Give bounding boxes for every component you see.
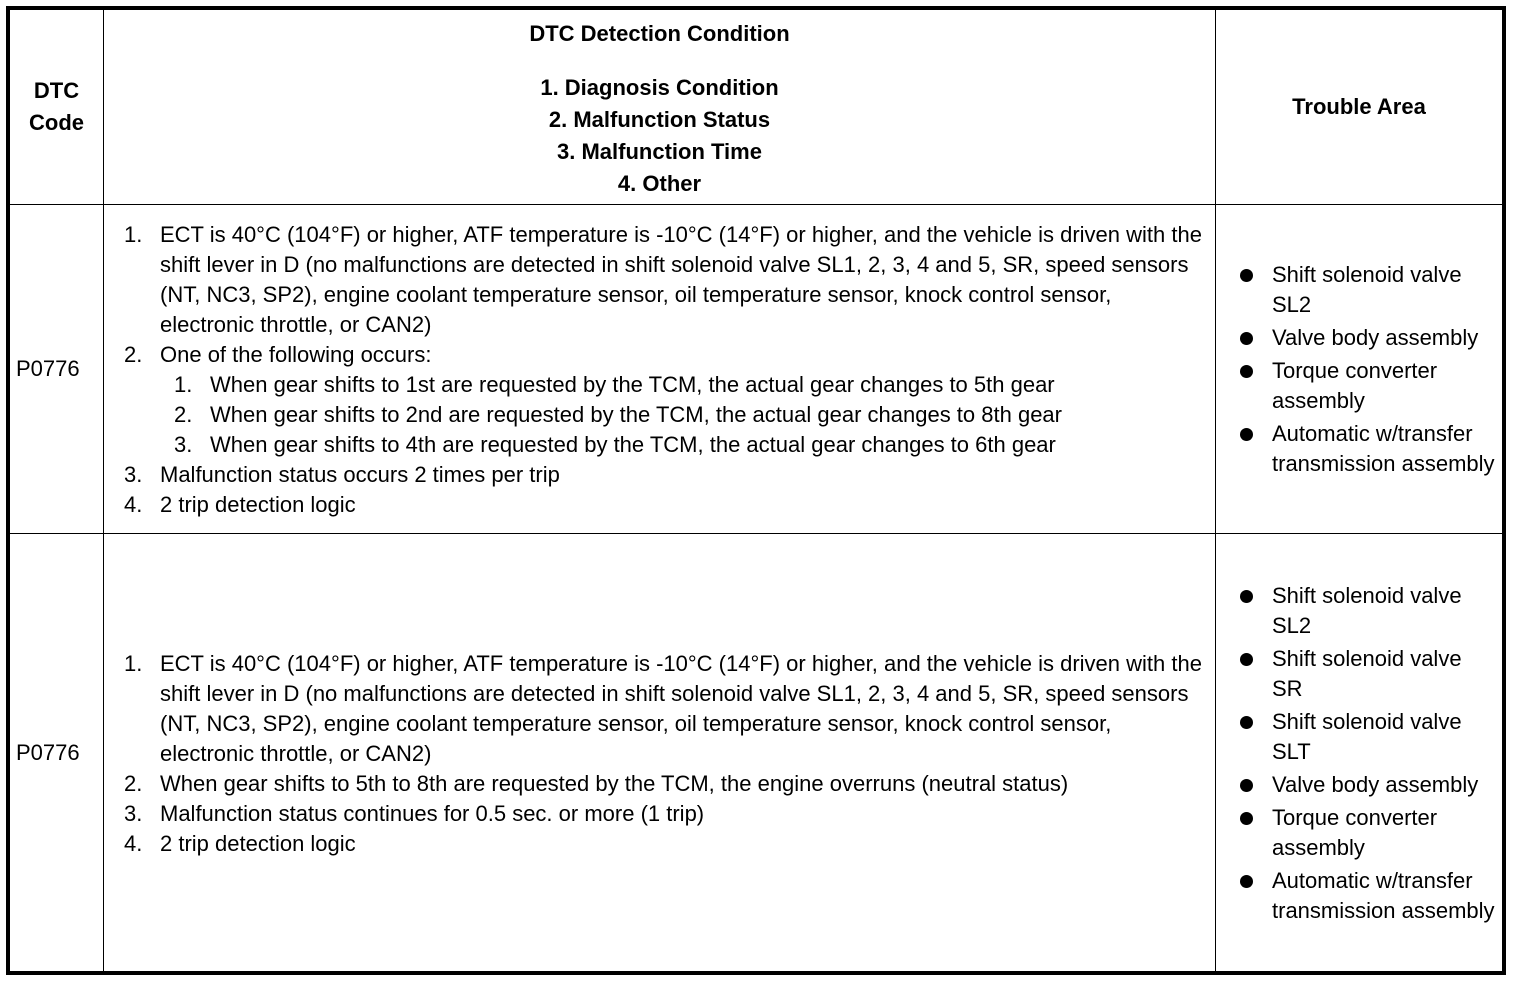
condition-item <box>124 769 1211 799</box>
trouble-area-text: Shift solenoid valve SR <box>1272 645 1462 701</box>
condition-item <box>124 340 1211 460</box>
condition-text: 2 trip detection logic <box>160 830 356 856</box>
sub-condition-number: 1. <box>174 372 193 397</box>
bullet-icon <box>1240 269 1253 282</box>
trouble-area-item <box>1238 581 1496 641</box>
trouble-area-item <box>1238 644 1496 704</box>
trouble-area-item <box>1238 707 1496 767</box>
trouble-area-item <box>1238 770 1496 800</box>
header-detection-condition <box>104 10 1216 205</box>
header-condition-item: 4. Other <box>617 171 702 196</box>
header-trouble-area: Trouble Area <box>1216 10 1503 205</box>
condition-text: One of the following occurs: <box>160 342 432 367</box>
condition-text: Malfunction status occurs 2 times per trip <box>160 462 560 487</box>
trouble-area-text: Shift solenoid valve SLT <box>1272 708 1462 764</box>
condition-item <box>124 649 1211 769</box>
dtc-code-cell: P0776 <box>10 205 104 534</box>
trouble-area-item <box>1238 260 1496 320</box>
bullet-icon <box>1240 779 1253 792</box>
sub-condition-number: 2. <box>174 402 193 427</box>
sub-condition-number: 3. <box>174 432 193 457</box>
header-row <box>10 10 1503 205</box>
trouble-area-text: Valve body assembly <box>1272 325 1479 350</box>
condition-number: 4. <box>124 830 143 856</box>
trouble-area-text: Valve body assembly <box>1272 771 1479 797</box>
trouble-area-text: Shift solenoid valve SL2 <box>1272 582 1462 638</box>
header-dtc-code-line-2: Code <box>29 110 84 135</box>
bullet-icon <box>1240 653 1253 666</box>
bullet-icon <box>1240 332 1253 345</box>
bullet-icon <box>1240 428 1253 441</box>
header-dtc-code-line-1: DTC <box>33 78 80 103</box>
condition-text: When gear shifts to 5th to 8th are requested by the TCM, the engine overruns (neutral status) <box>160 770 1069 796</box>
condition-number: 1. <box>124 222 143 247</box>
condition-text: Malfunction status continues for 0.5 sec. or more (1 trip) <box>160 800 705 826</box>
header-dtc-code <box>10 10 104 205</box>
trouble-area-item <box>1238 866 1496 926</box>
condition-text: 2 trip detection logic <box>160 492 356 517</box>
sub-condition-text: When gear shifts to 4th are requested by the TCM, the actual gear changes to 6th gear <box>210 432 1056 457</box>
trouble-area-cell <box>1216 534 1503 972</box>
trouble-area-item <box>1238 323 1496 353</box>
dtc-table-frame <box>6 6 1506 975</box>
condition-item <box>124 220 1211 340</box>
trouble-area-text: Torque converter assembly <box>1272 358 1438 413</box>
trouble-area-list <box>1238 581 1496 926</box>
trouble-area-item <box>1238 356 1496 416</box>
bullet-icon <box>1240 716 1253 729</box>
condition-number: 2. <box>124 770 143 796</box>
condition-number: 4. <box>124 492 143 517</box>
condition-cell <box>104 205 1216 534</box>
dtc-code-cell: P0776 <box>10 534 104 972</box>
header-condition-item: 2. Malfunction Status <box>548 107 771 132</box>
condition-item <box>124 829 1211 859</box>
trouble-area-list <box>1238 260 1496 479</box>
sub-condition-text: When gear shifts to 1st are requested by the TCM, the actual gear changes to 5th gear <box>210 372 1055 397</box>
condition-number: 3. <box>124 800 143 826</box>
condition-text: ECT is 40°C (104°F) or higher, ATF temperature is -10°C (14°F) or higher, and the vehicle is driven with the shift lever in D (no malfunctions are detected in shift solenoid valve SL1, 2, 3, 4 and 5, SR, speed sensors (NT, NC3, SP2), engine coolant temperature sensor, oil temperature sensor, knock control sensor, electronic throttle, or CAN2) <box>160 650 1202 766</box>
sub-condition-item <box>174 430 1211 460</box>
bullet-icon <box>1240 365 1253 378</box>
condition-item <box>124 490 1211 520</box>
bullet-icon <box>1240 875 1253 888</box>
condition-cell <box>104 534 1216 972</box>
bullet-icon <box>1240 590 1253 603</box>
trouble-area-text: Automatic w/transfer transmission assembly <box>1272 421 1495 476</box>
sub-condition-text: When gear shifts to 2nd are requested by the TCM, the actual gear changes to 8th gear <box>210 402 1062 427</box>
condition-list <box>124 649 1211 859</box>
condition-list <box>124 220 1211 520</box>
sub-condition-list <box>174 370 1211 460</box>
bullet-icon <box>1240 812 1253 825</box>
table-row <box>10 205 1503 534</box>
header-condition-title: DTC Detection Condition <box>529 21 790 46</box>
header-condition-item: 3. Malfunction Time <box>557 139 762 164</box>
condition-number: 3. <box>124 462 143 487</box>
trouble-area-text: Shift solenoid valve SL2 <box>1272 262 1462 317</box>
table-row <box>10 534 1503 972</box>
sub-condition-item <box>174 400 1211 430</box>
trouble-area-cell <box>1216 205 1503 534</box>
sub-condition-item <box>174 370 1211 400</box>
dtc-table <box>9 9 1503 972</box>
condition-item <box>124 460 1211 490</box>
trouble-area-item <box>1238 419 1496 479</box>
condition-number: 2. <box>124 342 143 367</box>
header-condition-item: 1. Diagnosis Condition <box>540 75 779 100</box>
condition-item <box>124 799 1211 829</box>
trouble-area-text: Torque converter assembly <box>1272 804 1438 860</box>
condition-text: ECT is 40°C (104°F) or higher, ATF temperature is -10°C (14°F) or higher, and the vehicle is driven with the shift lever in D (no malfunctions are detected in shift solenoid valve SL1, 2, 3, 4 and 5, SR, speed sensors (NT, NC3, SP2), engine coolant temperature sensor, oil temperature sensor, knock control sensor, electronic throttle, or CAN2) <box>160 222 1202 337</box>
trouble-area-item <box>1238 803 1496 863</box>
condition-number: 1. <box>124 650 143 676</box>
trouble-area-text: Automatic w/transfer transmission assembly <box>1272 867 1495 923</box>
